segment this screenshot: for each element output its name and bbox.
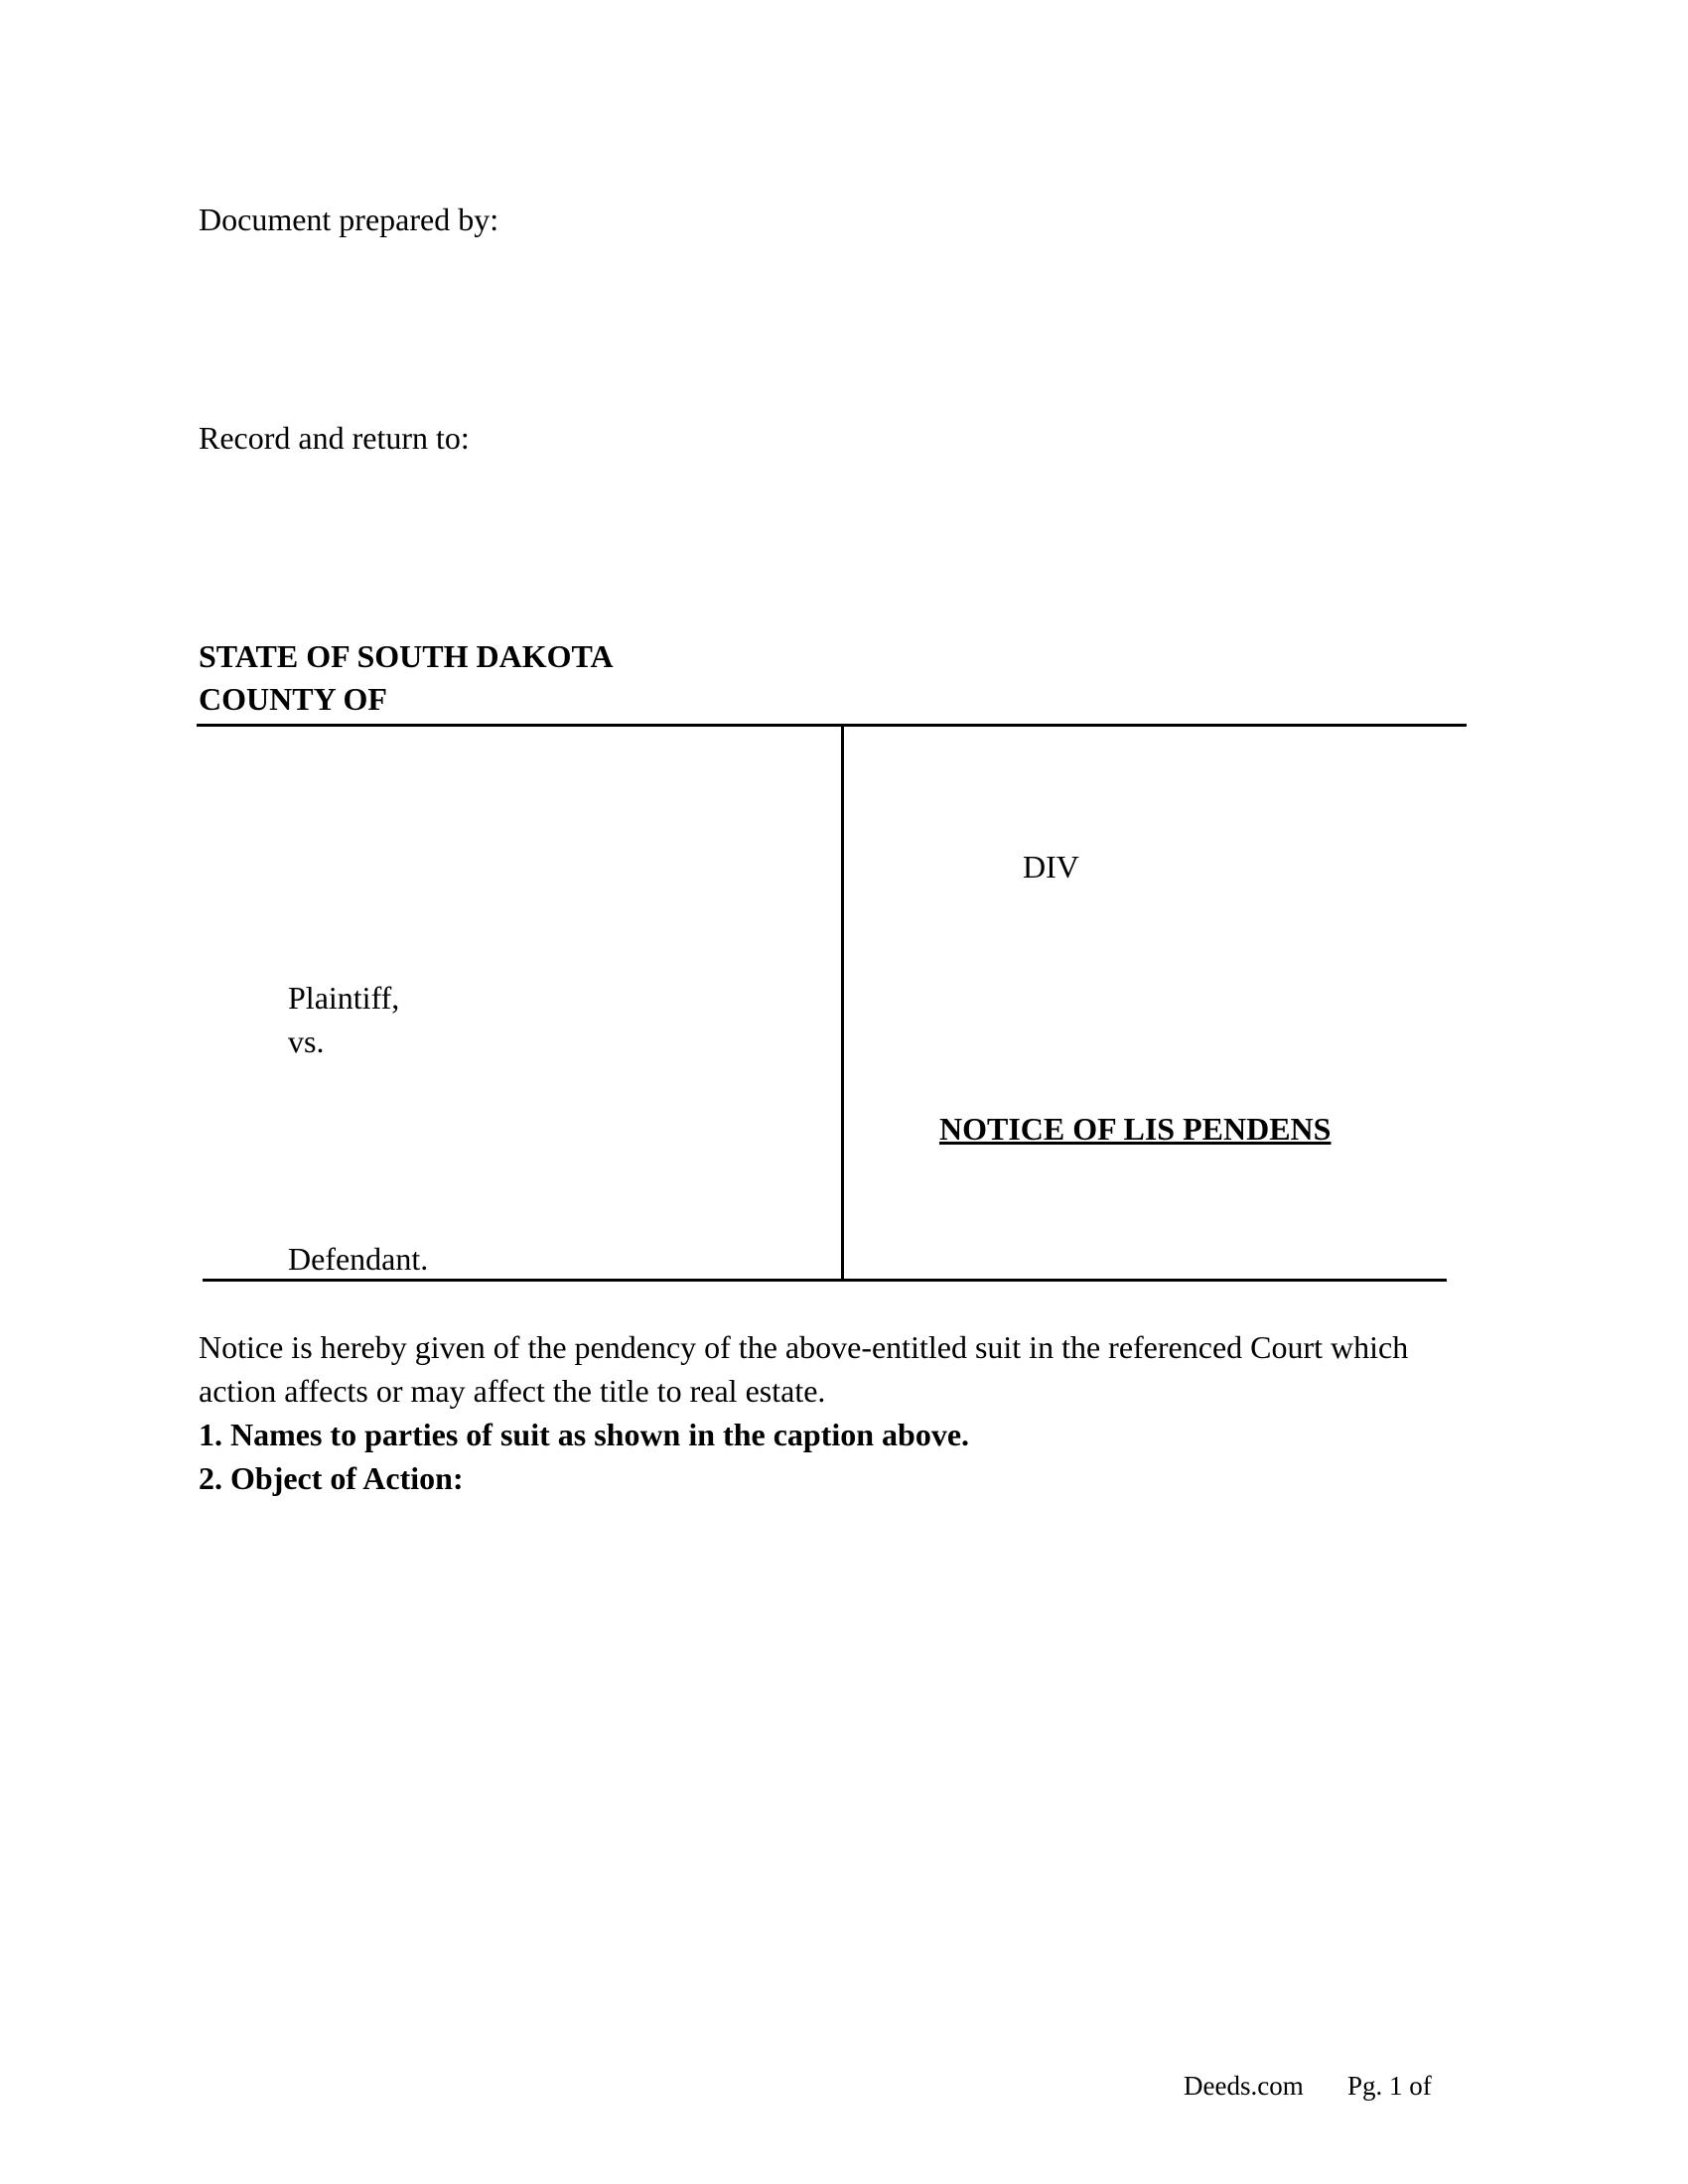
division-label: DIV xyxy=(1023,849,1079,885)
record-return-label: Record and return to: xyxy=(199,420,470,456)
state-heading: STATE OF SOUTH DAKOTA xyxy=(199,638,614,674)
document-title: NOTICE OF LIS PENDENS xyxy=(939,1111,1332,1147)
caption-bottom-rule xyxy=(203,1279,1447,1282)
footer-site: Deeds.com xyxy=(1184,2071,1304,2101)
prepared-by-label: Document prepared by: xyxy=(199,202,499,237)
caption-divider xyxy=(841,724,844,1282)
defendant-label: Defendant. xyxy=(288,1241,429,1277)
notice-text-line1: Notice is hereby given of the pendency of the above-entitled suit in the referenced Court which xyxy=(199,1329,1409,1365)
item-parties: 1. Names to parties of suit as shown in the caption above. xyxy=(199,1417,970,1452)
versus-label: vs. xyxy=(288,1024,325,1059)
footer-page-label: Pg. 1 of xyxy=(1347,2071,1432,2101)
plaintiff-label: Plaintiff, xyxy=(288,980,400,1016)
notice-text-line2: action affects or may affect the title to real estate. xyxy=(199,1373,826,1409)
county-heading: COUNTY OF xyxy=(199,681,387,717)
caption-top-rule xyxy=(197,724,1467,727)
item-object-of-action: 2. Object of Action: xyxy=(199,1460,464,1496)
